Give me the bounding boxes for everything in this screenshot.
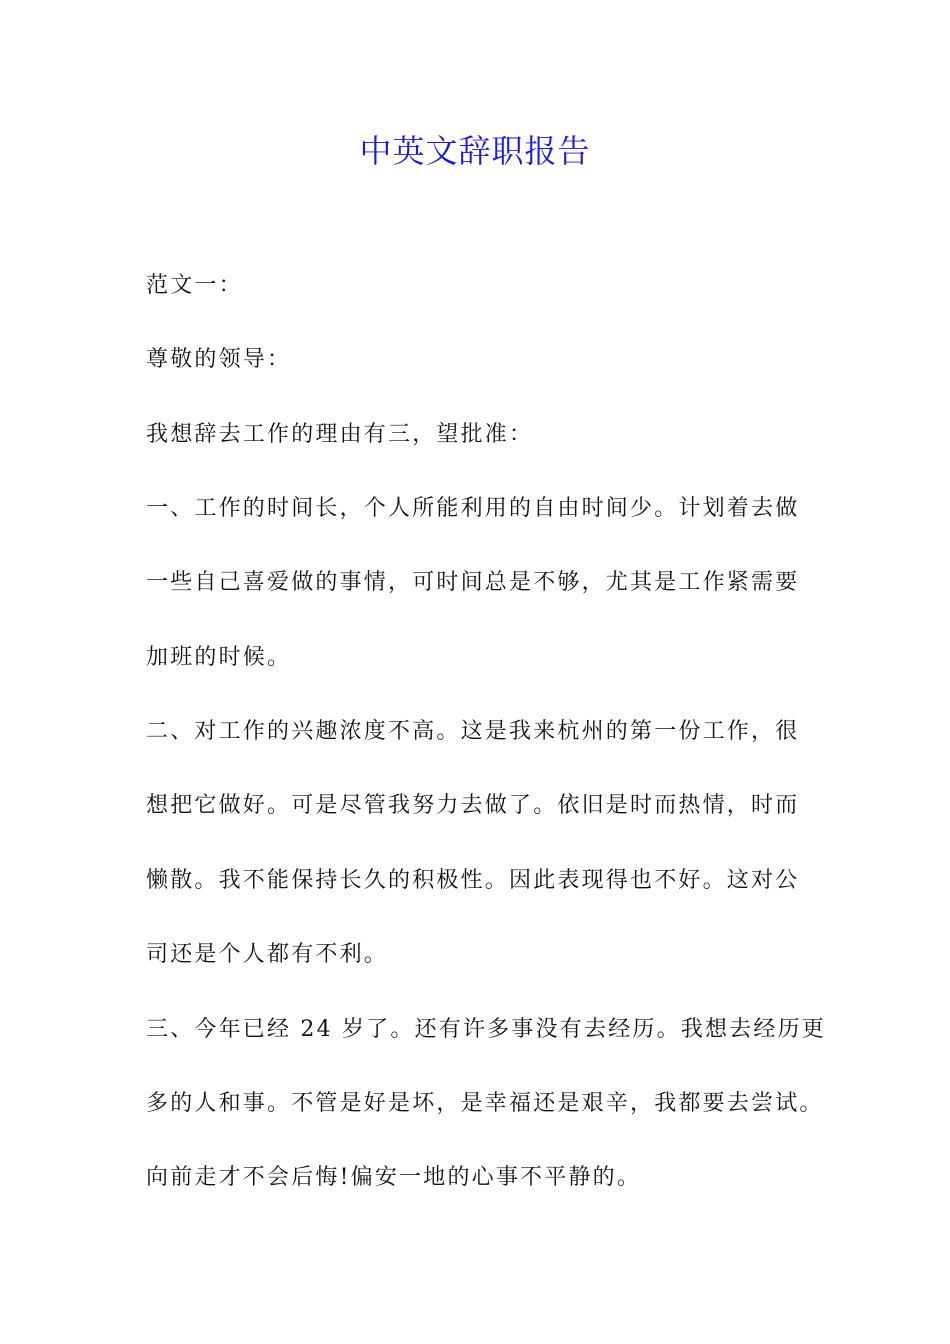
body-paragraph-line: 一些自己喜爱做的事情，可时间总是不够，尤其是工作紧需要 (146, 570, 800, 595)
body-paragraph-line: 司还是个人都有不利。 (146, 942, 389, 967)
greeting-line: 尊敬的领导： (146, 347, 292, 372)
salutation-label-sample: 范文一： (146, 273, 243, 298)
body-paragraph-line: 多的人和事。不管是好是坏，是幸福还是艰辛，我都要去尝试。 (146, 1091, 824, 1116)
body-paragraph-line: 我想辞去工作的理由有三，望批准： (146, 422, 534, 447)
body-paragraph-line: 向前走才不会后悔!偏安一地的心事不平静的。 (146, 1165, 642, 1190)
body-paragraph-line: 想把它做好。可是尽管我努力去做了。依旧是时而热情，时而 (146, 793, 800, 818)
body-paragraph-line: 二、对工作的兴趣浓度不高。这是我来杭州的第一份工作，很 (146, 719, 800, 744)
document-title: 中英文辞职报告 (359, 132, 591, 170)
body-paragraph-line: 一、工作的时间长，个人所能利用的自由时间少。计划着去做 (146, 496, 800, 521)
body-paragraph-line: 三、今年已经 24 岁了。还有许多事没有去经历。我想去经历更 (146, 1017, 826, 1042)
body-paragraph-line: 懒散。我不能保持长久的积极性。因此表现得也不好。这对公 (146, 868, 800, 893)
body-paragraph-line: 加班的时候。 (146, 645, 292, 670)
